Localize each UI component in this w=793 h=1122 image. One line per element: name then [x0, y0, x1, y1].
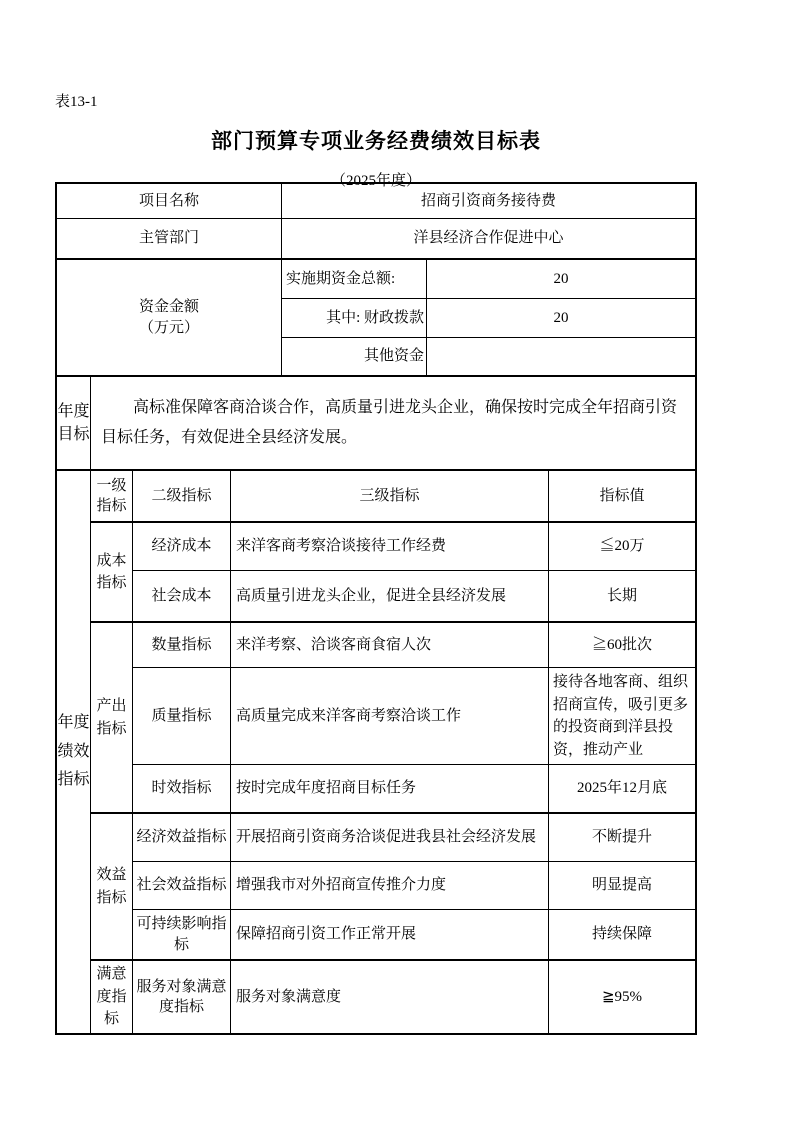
department-value: 洋县经济合作促进中心 [413, 230, 564, 247]
indicator-level3: 来洋考察、洽谈客商食宿人次 [231, 623, 549, 667]
fund-total-row [282, 260, 695, 299]
annual-indicators-section [57, 471, 695, 1033]
annual-goal-section [57, 377, 695, 471]
annual-goal-text: 高标准保障客商洽谈合作，高质量引进龙头企业，确保按时完成全年招商引资目标任务，有效促进全县经济发展。 [101, 398, 678, 446]
group-rows-benefit [133, 814, 695, 959]
indicator-level2: 社会成本 [133, 571, 231, 621]
fund-amount-rows [282, 260, 695, 375]
indicator-level3: 高质量完成来洋客商考察洽谈工作 [231, 668, 549, 764]
project-name-label: 项目名称 [57, 184, 282, 218]
indicator-row [133, 668, 695, 765]
fund-total-label: 实施期资金总额: [282, 260, 427, 298]
group-rows-cost [133, 523, 695, 621]
header-level2: 二级指标 [133, 471, 231, 521]
indicators-body [91, 471, 695, 1033]
department-label: 主管部门 [57, 219, 282, 258]
indicator-group-satisfaction [91, 961, 695, 1033]
indicator-level3: 高质量引进龙头企业，促进全县经济发展 [231, 571, 549, 621]
fund-fiscal-row [282, 299, 695, 338]
indicator-group-output [91, 623, 695, 814]
fund-amount-label [57, 260, 282, 375]
group-label-satisfaction: 满意度指标 [91, 961, 133, 1033]
indicator-value: ≧95% [601, 988, 643, 1005]
fund-other-label: 其他资金 [282, 338, 427, 375]
indicator-row [133, 814, 695, 862]
indicator-level3: 来洋客商考察洽谈接待工作经费 [231, 523, 549, 570]
indicator-level3: 服务对象满意度 [231, 961, 549, 1033]
indicator-group-benefit [91, 814, 695, 961]
header-value: 指标值 [599, 487, 645, 504]
indicator-level3: 保障招商引资工作正常开展 [231, 910, 549, 959]
group-label-output: 产出指标 [91, 623, 133, 812]
project-name-row [57, 184, 695, 219]
fund-amount-label-line2: （万元） [138, 319, 199, 336]
indicator-row [133, 961, 695, 1033]
budget-performance-table [55, 182, 697, 1035]
indicator-value: 接待各地客商、组织招商宣传，吸引更多的投资商到洋县投资，推动产业 [553, 674, 689, 758]
indicator-value: ≦20万 [599, 538, 645, 555]
indicator-level3: 增强我市对外招商宣传推介力度 [231, 862, 549, 909]
group-rows-output [133, 623, 695, 812]
indicator-value: 持续保障 [591, 926, 652, 943]
indicator-level2: 数量指标 [133, 623, 231, 667]
annual-goal-label: 年度目标 [57, 377, 91, 469]
group-rows-satisfaction [133, 961, 695, 1033]
header-level3: 三级指标 [231, 471, 549, 521]
indicator-value: 2025年12月底 [576, 780, 667, 797]
indicator-level3: 开展招商引资商务洽谈促进我县社会经济发展 [231, 814, 549, 861]
indicator-row [133, 862, 695, 910]
table-number: 表13-1 [55, 94, 98, 110]
indicator-level2: 服务对象满意度指标 [133, 961, 231, 1033]
project-name-value: 招商引资商务接待费 [420, 192, 556, 209]
indicator-level2: 时效指标 [133, 765, 231, 812]
group-label-benefit: 效益指标 [91, 814, 133, 959]
indicators-header-row [91, 471, 695, 523]
indicator-value: 长期 [606, 587, 637, 604]
header-level1: 一级指标 [91, 471, 133, 521]
annual-goal-text-cell [91, 377, 695, 469]
indicator-value: 明显提高 [591, 877, 652, 894]
fund-amount-label-line1: 资金金额 [138, 299, 199, 316]
department-row [57, 219, 695, 260]
fund-fiscal-value: 20 [553, 309, 569, 326]
fund-total-value: 20 [553, 270, 569, 287]
indicator-group-cost [91, 523, 695, 623]
fund-amount-section [57, 260, 695, 377]
indicator-row [133, 765, 695, 812]
group-label-cost: 成本指标 [91, 523, 133, 621]
page-subtitle: （2025年度） [330, 173, 421, 189]
page-title: 部门预算专项业务经费绩效目标表 [211, 130, 541, 153]
indicator-value: ≧60批次 [591, 636, 652, 653]
indicator-level3: 按时完成年度招商目标任务 [231, 765, 549, 812]
indicator-level2: 社会效益指标 [133, 862, 231, 909]
indicator-row [133, 623, 695, 668]
indicator-value: 不断提升 [591, 829, 652, 846]
fund-other-row [282, 338, 695, 375]
indicator-level2: 经济成本 [133, 523, 231, 570]
document-header [55, 90, 697, 190]
indicator-row [133, 523, 695, 571]
indicator-row [133, 910, 695, 959]
indicator-row [133, 571, 695, 621]
fund-fiscal-label: 其中: 财政拨款 [282, 299, 427, 337]
indicators-side-label: 年度绩效指标 [57, 471, 91, 1033]
indicator-level2: 经济效益指标 [133, 814, 231, 861]
indicator-level2: 质量指标 [133, 668, 231, 764]
fund-other-value [427, 338, 695, 375]
indicator-level2: 可持续影响指标 [133, 910, 231, 959]
